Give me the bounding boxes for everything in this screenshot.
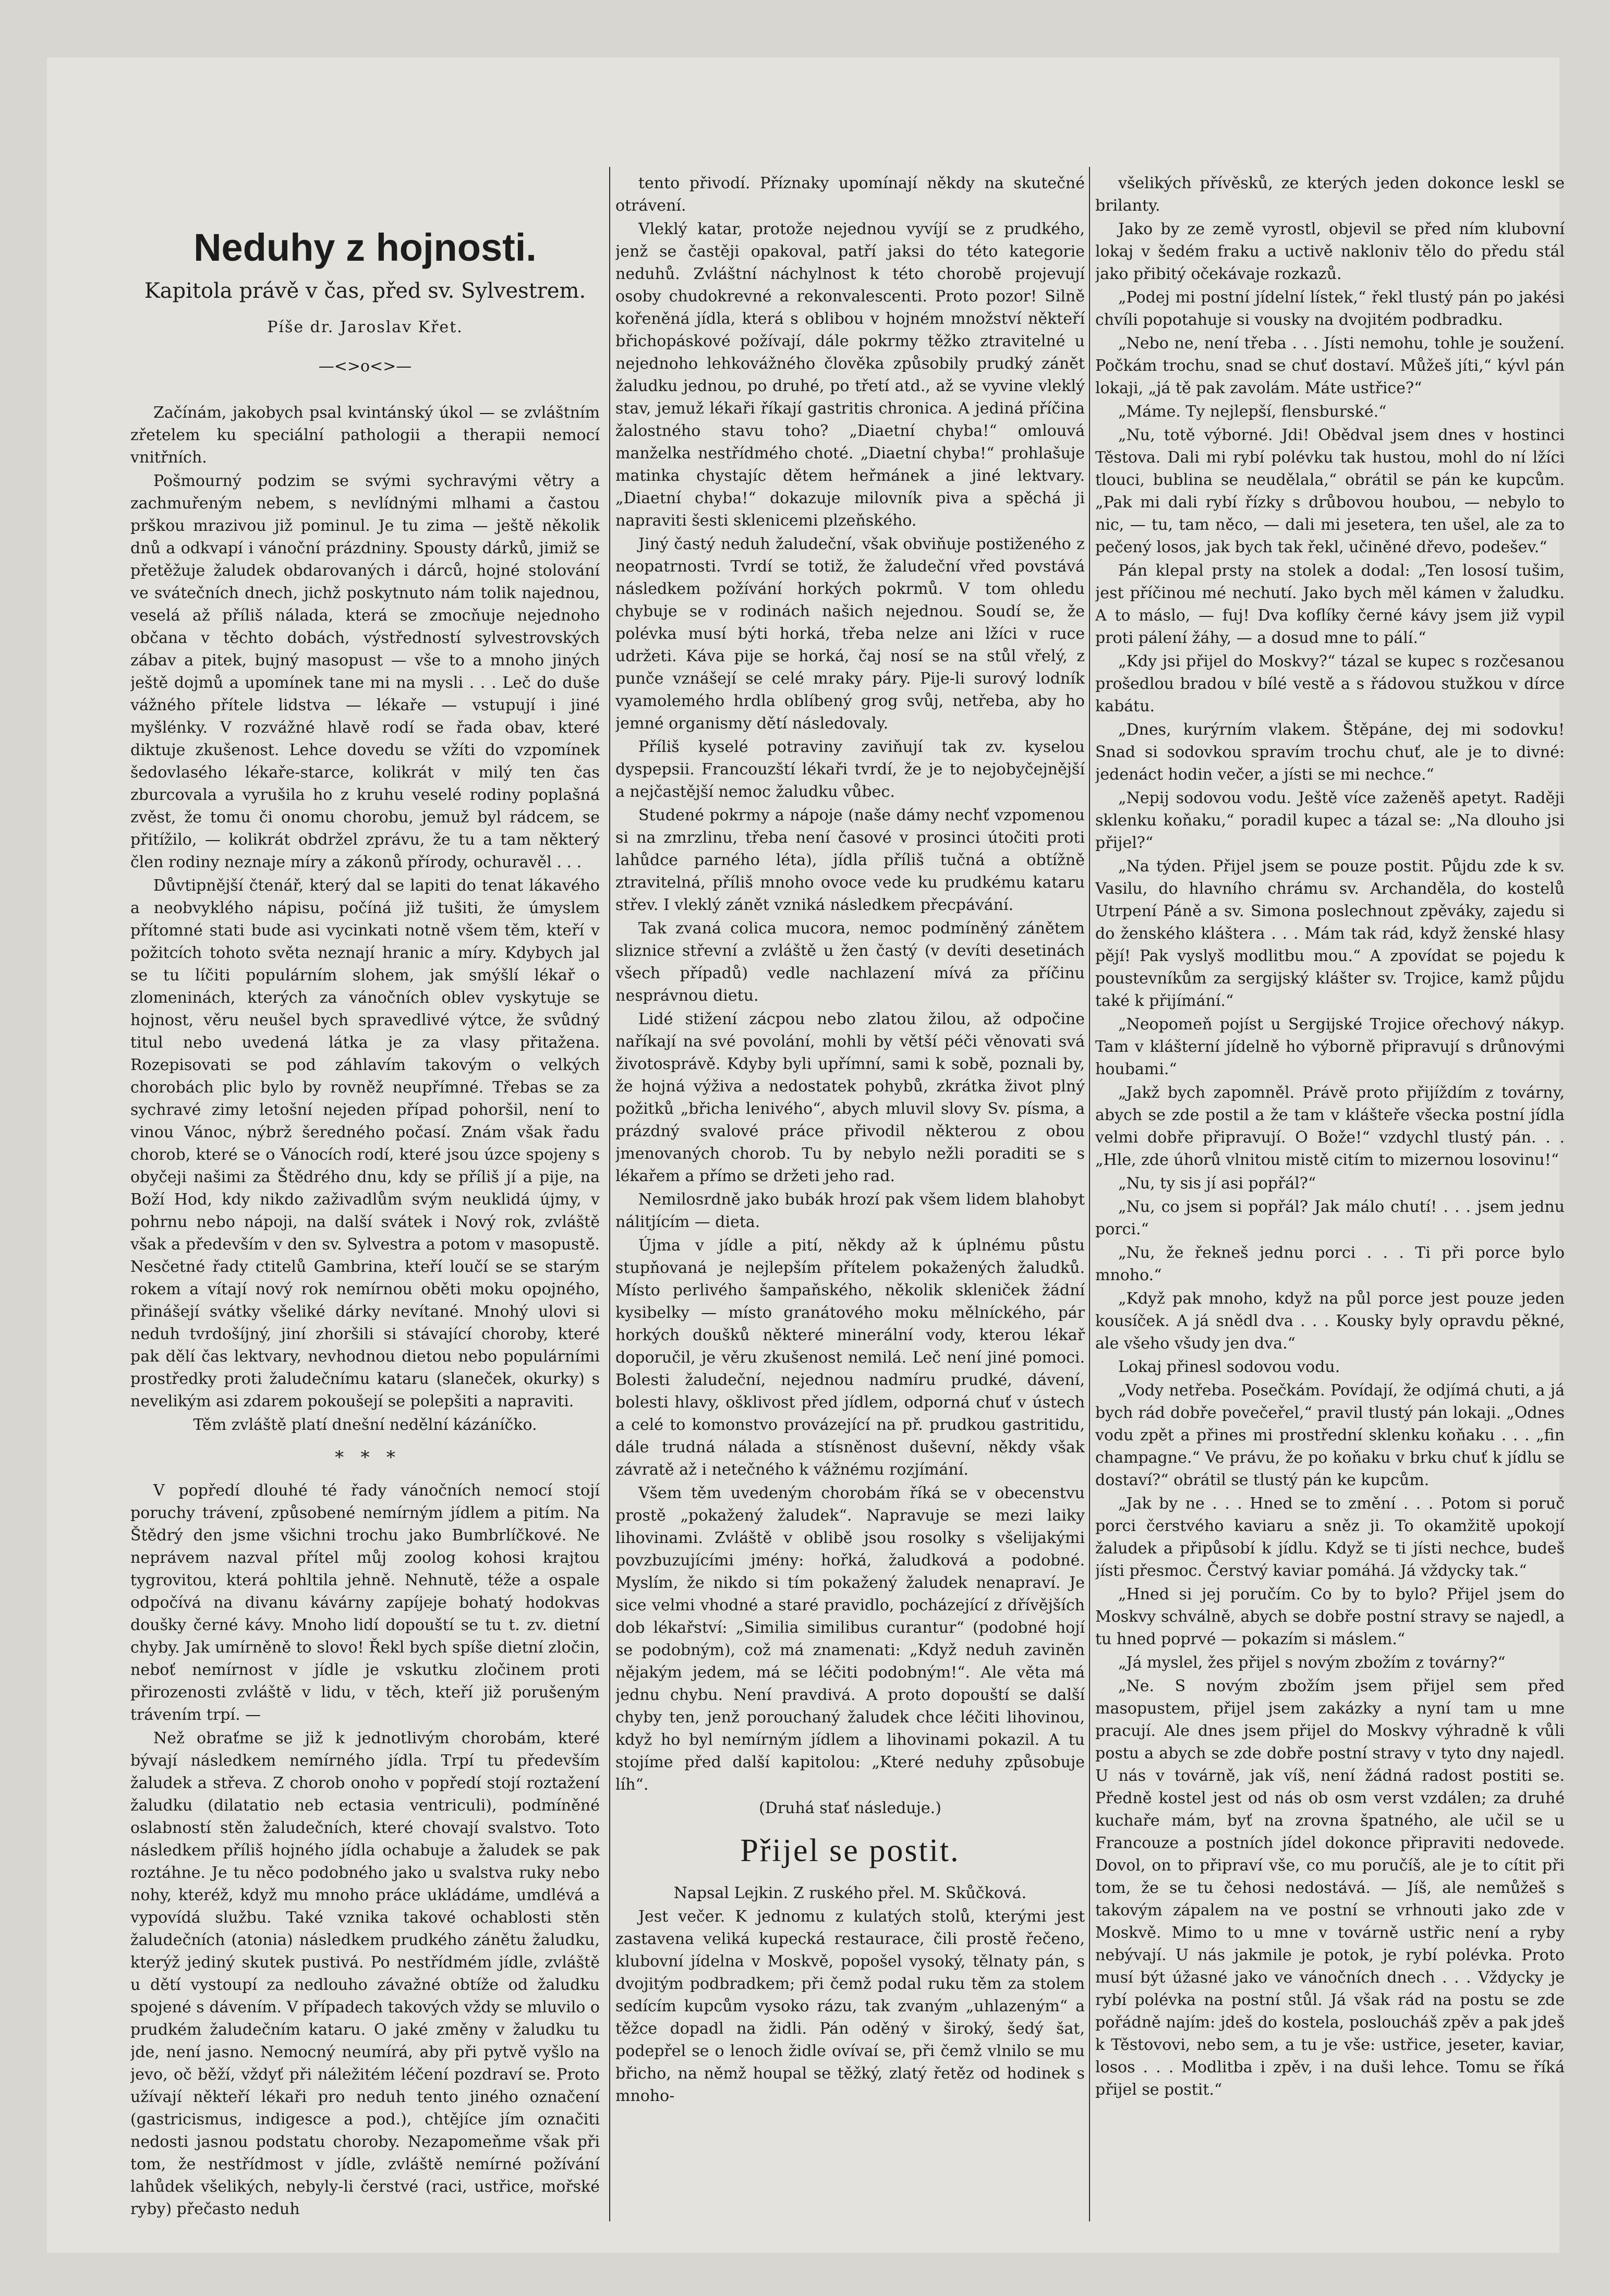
paragraph: Než obraťme se již k jednotlivým chorobám, které bývají následkem nemírného jídla. Trpí tu především žaludek a střeva. Z chorob onoho v popředí stojí roztažení žaludku (dilatatio neb ectasia ventriculi), podmíněné oslabností stěn žaludečních, které chovají svalstvo. Toto následkem příliš hojného jídla ochabuje a žaludek se pak roztáhne. Je tu něco podobného jako u svalstva ruky nebo nohy, kteréž, když mu mnoho práce ukládáme, umdlévá a vypovídá službu. Také vznika takové ochablosti stěn žaludečních (atonia) následkem prudkého zánětu žaludku, kterýž jediný skutek pustivá. Po nestřídmém jídle, zvláště u dětí vystoupí za nedlouho závažné obtíže od žaludku spojené s dávením. V případech takových vždy se mluvilo o prudkém žaludečním kataru. O jaké změny v žaludku tu jde, není jasno. Nemocný neumírá, aby při pytvě vyšlo na jevo, oč běží, vždyť při náležitém léčení pozdraví se. Proto užívají někteří lékaři pro neduh tento jiného označení (gastricismus, indigesce a pod.), chtějíce jím označiti nedosti jasnou podstatu choroby. Nezapomeňme však při tom, že nestřídmost v jídle, zvláště nemírné požívání lahůdek všelikých, nebyly-li čerstvé (raci, ustřice, mořské ryby) přečasto neduh	[130, 1729, 600, 2218]
paragraph: „Jakž bych zapomněl. Právě proto přijíždím z továrny, abych se zde postil a že tam v klášteře všecka postní jídla velmi dobře připravují. O Bože!“ vzdychl tlustý pán. . . „Hle, zde úhorů vlnitou mistě citím to mizernou losovinu!“	[1095, 1084, 1565, 1169]
column-rule	[609, 167, 610, 2221]
newspaper-page	[47, 57, 1565, 2253]
column-1	[130, 402, 600, 2221]
paragraph: „Neopomeň pojíst u Sergijské Trojice ořechový nákyp. Tam v klášterní jídelně ho výborně připravují s drůnovými houbami.“	[1095, 1015, 1565, 1078]
paragraph: „Dnes, kurýrním vlakem. Štěpáne, dej mi sodovku! Snad si sodovkou spravím trochu chuť, ale je to divné: jedenáct hodin večer, a jísti se mi nechce.“	[1095, 721, 1565, 784]
paragraph: Příliš kyselé potraviny zaviňují tak zv. kyselou dyspepsii. Francouzští lékaři tvrdí, že je to nejobyčejnější a nejčastější nemoc žaludku vůbec.	[615, 738, 1085, 801]
paragraph: Jako by ze země vyrostl, objevil se před ním klubovní lokaj v šedém fraku a uctivě nakloniv tělo do předu stál jako přibitý očekávaje rozkazů.	[1095, 220, 1565, 283]
paragraph: „Máme. Ty nejlepší, flensburské.“	[1118, 403, 1387, 421]
ornament-divider: —<>o<>—	[318, 357, 412, 375]
section-stars: * * *	[335, 1447, 395, 1468]
paragraph: Začínám, jakobych psal kvintánský úkol — se zvláštním zřetelem ku speciální pathologii a therapii nemocí vnitřních.	[130, 404, 600, 467]
paragraph: „Hned si jej poručím. Co by to bylo? Přijel jsem do Moskvy schválně, abych se dobře postní stravy se najedl, a tu hned poprvé — pokazím si máslem.“	[1095, 1585, 1565, 1648]
paragraph: Jiný častý neduh žaludeční, však obviňuje postiženého z neopatrnosti. Tvrdí se totiž, že žaludeční vřed povstává následkem požívání horkých pokrmů. V tom ohledu chybuje se v rodinách našich nejednou. Soudí se, že polévka musí býti horká, třeba nelze ani lžíci v ruce udržeti. Káva pije se horká, čaj nosí se na stůl vřelý, z punče vznášejí se celé mraky páry. Pije-li surový lodník vyamolemého hrdla oblíbený grog svůj, netřeba, aby ho jemné organismy dětí následovaly.	[615, 535, 1085, 733]
column-2	[615, 172, 1085, 2221]
paragraph: Studené pokrmy a nápoje (naše dámy nechť vzpomenou si na zmrzlinu, třeba není časové v prosinci útočiti proti lahůdce parného léta), jídla příliš tučná a obtížně ztravitelná, příliš mnoho ovoce vede ku prudkému kataru střev. I vleklý zánět vzniká následkem přecpávání.	[615, 806, 1085, 914]
paragraph: „Nu, ty sis jí asi popřál?“	[1118, 1174, 1316, 1193]
paragraph: Pošmourný podzim se svými sychravými větry a zachmuřeným nebem, s nevlídnými mlhami a častou prškou mrazivou již pominul. Je tu zima — ještě několik dnů a odkvapí i vánoční prázdniny. Spousty dárků, jimiž se přetěžuje žaludek obdarovaných i dárců, hojné stolování ve svátečních dnech, jichž poskytnuto nám tolik najednou, veselá až příliš nálada, která se zmocňuje nejednoho občana v těchto dobách, výstředností sylvestrovských zábav a pitek, bujný masopust — vše to a mnoho jiných ještě dojmů a upomínek tane mi na mysli . . . Leč do duše vážného přítele lidstva — lékaře — vstupují i jiné myšlénky. V rozvážné hlavě rodí se řada obav, které diktuje zkušenost. Lehce dovedu se vžíti do vzpomínek šedovlasého lékaře-starce, kolikrát v milý ten čas zburcovala a vyrušila ho z kruhu veselé rodiny poplašná zvěst, že tomu či onomu chorobu, jemuž byl rádcem, se přitížilo, — kolikrát obdržel zprávu, že tu a tam některý člen rodiny neznaje míry a zákonů přírody, ochuravěl . . .	[130, 472, 600, 871]
continuation-note: (Druhá stať následuje.)	[759, 1799, 941, 1817]
story-title: Přijel se postit.	[740, 1833, 960, 1868]
paragraph: Důvtipnější čtenář, který dal se lapiti do tenat lákavého a neobvyklého nápisu, počíná již tušiti, že úmyslem přítomné stati bude asi vycinkati notně všem těm, kteří v požitcích tohoto světa neznají hranic a míry. Kdybych jal se tu líčiti populárním slohem, jak smýšlí lékař o zlomeninách, kterých za vánočních oblev vyskytuje se hojnost, věru neušel bych spravedlivé výtce, že svůdný titul nebo uvedená látka je za vlasy přitažena. Rozepisovati se pod záhlavím takovým o velkých chorobách plic bylo by rovněž neupřímné. Třebas se za sychravé zimy letošní nejeden případ pohoršil, není to vinou Vánoc, nýbrž šeredného počasí. Znám však řadu chorob, které se o Vánocích rodí, které jsou úzce spojeny s obyčeji našimi za Štědrého dnu, kdy se příliš jí a pije, na Boží Hod, kdy nikdo zaživadlům svým neuklidá újmy, v pohrnu nebo nápoji, na další svátek i Nový rok, zvláště však a především v den sv. Sylvestra a potom v masopustě. Nesčetné řady ctitelů Gambrina, kteří loučí se se starým rokem a vítají nový rok nemírnou oběti moku opojného, přinášejí svátky všeliké dárky nevítané. Mnohý ulovi si neduh tvrdošíjný, jiní zhoršili si stávající choroby, které pak dělí čas lektvary, nevhodnou dietou nebo populárními prostředky proti žaludečnímu kataru (slaneček, okurky) s nevelikým asi zdarem pokoušejí se polepšiti a napraviti.	[130, 877, 600, 1411]
paragraph: „Nepij sodovou vodu. Ještě více zaženěš apetyt. Raději sklenku koňaku,“ poradil kupec a tázal se: „Na dlouho jsi přijel?“	[1095, 789, 1565, 852]
paragraph: „Nu, co jsem si popřál? Jak málo chutí! . . . jsem jednu porci.“	[1095, 1198, 1565, 1238]
paragraph: „Když pak mnoho, když na půl porce jest pouze jeden kousíček. A já snědl dva . . . Kousky byly opravdu pěkné, ale všeho všudy jen dva.“	[1095, 1290, 1565, 1353]
paragraph: V popředí dlouhé té řady vánočních nemocí stojí poruchy trávení, způsobené nemírným jídlem a pitím. Na Štědrý den jsme všichni trochu jako Bumbrlíčkové. Ne neprávem nazval přítel můj zoolog kohosi krajtou tygrovitou, která pohltila jehně. Nehnutě, téže a ospale odpočívá na divanu kávárny zapíjeje bohatý hodokvas doušky černé kávy. Mnoho lidí dopouští se tu t. zv. dietní chyby. Jak umírněně to slovo! Řekl bych spíše dietní zločin, neboť nemírnost v jídle je vskutku zločinem proti přirozenosti zvláště v lidu, v těch, kteří již porušeným trávením trpí. —	[130, 1481, 600, 1724]
paragraph: „Nebo ne, není třeba . . . Jísti nemohu, tohle je soužení. Počkám trochu, snad se chuť dostaví. Můžeš jíti,“ kývl pán lokaji, „já tě pak zavolám. Máte ustřice?“	[1095, 334, 1565, 397]
paragraph: „Kdy jsi přijel do Moskvy?“ tázal se kupec s rozčesanou prošedlou bradou v bílé vestě a s řádovou stužkou v dírce kabátu.	[1095, 652, 1565, 715]
paragraph: „Nu, totě výborné. Jdi! Obědval jsem dnes v hostinci Těstova. Dali mi rybí polévku tak hustou, mohl do ní lžíci tlouci, bublina se neudělala,“ obrátil se pán ke kupcům. „Pak mi dali rybí řízky s drůbovou houbou, — nebylo to nic, — tu, tam něco, — dali mi jesetera, ten ušel, ale za to pečený losos, jak bych tak řekl, učiněné dřevo, podešev.“	[1095, 426, 1565, 556]
paragraph: všelikých přívěsků, ze kterých jeden dokonce leskl se brilanty.	[1095, 174, 1565, 215]
column-3	[1095, 172, 1565, 2221]
paragraph: Tak zvaná colica mucora, nemoc podmíněný zánětem sliznice střevní a zvláště u žen častý (v devíti desetinách všech případů) vedle nachlazení mívá za příčinu nesprávnou dietu.	[615, 919, 1085, 1005]
paragraph: Vleklý katar, protože nejednou vyvíjí se z prudkého, jenž se častěji opakoval, patří jaksi do této kategorie neduhů. Zvláštní náchylnost k této chorobě projevují osoby chudokrevné a rekonvalescenti. Proto pozor! Silně kořeněná jídla, která s oblibou v hojném množství někteří břichopáskové požívají, dále pokrmy těžko ztravitelné u nejednoho lehkovážného člověka způsobily prudký zánět žaludku jednou, po druhé, po třetí atd., až se vyvine vleklý stav, jemuž lékaři říkají gastritis chronica. A jediná příčina žalostného stavu toho? „Diaetní chyba!“ omlouvá manželka nestřídmého choté. „Diaetní chyba!“ prohlašuje matinka chystajíc dětem heřmánek a jiné lektvary. „Diaetní chyba!“ dokazuje milovník piva a spěchá ji napraviti šesti sklenicemi plzeňského.	[615, 220, 1085, 530]
paragraph: „Podej mi postní jídelní lístek,“ řekl tlustý pán po jakési chvíli popotahuje si vousky na dvojitém podbradku.	[1095, 288, 1565, 329]
paragraph: „Já myslel, žes přijel s novým zbožím z továrny?“	[1118, 1654, 1506, 1672]
paragraph: Pán klepal prsty na stolek a dodal: „Ten lososí tušim, jest příčinou mé nechutí. Jako bych měl kámen v žaludku. A to máslo, — fuj! Dva koflíky černé kávy jsem již vypil proti pálení žáhy, — a dosud mne to pálí.“	[1095, 562, 1565, 647]
paragraph: Nemilosrdně jako bubák hrozí pak všem lidem blahobyt nálitjícím — dieta.	[615, 1190, 1085, 1231]
paragraph: „Vody netřeba. Posečkám. Povídají, že odjímá chuti, a já bych rád dobře povečeřel,“ pravil tlustý pán lokaji. „Odnes vodu zpět a přines mi prostřední sklenku koňaku . . . „fin champagne.“ Ve právu, že po koňaku v brku chuť k jídlu se dostaví?“ obrátil se tlustý pán ke kupcům.	[1095, 1381, 1565, 1489]
paragraph: Jest večer. K jednomu z kulatých stolů, kterými jest zastavena veliká kupecká restaurace, čili prostě řečeno, klubovní jídelna v Moskvě, popošel vysoký, tělnaty pán, s dvojitým podbradkem; při čemž podal ruku těm za stolem sedícím kupcům vysoko rázu, tak zvaným „uhlazeným“ a těžce dopadl na židli. Pán oděný v široký, šedý šat, podepřel se o lenoch židle ovívaí se, při čemž vlnilo se mu břicho, na němž houpal se těžký, zlatý řetěz od hodinek s mnoho-	[615, 1908, 1085, 2105]
article-subtitle: Kapitola právě v čas, před sv. Sylvestrem.	[144, 279, 586, 303]
paragraph: tento přivodí. Příznaky upomínají někdy na skutečné otrávení.	[615, 174, 1085, 215]
paragraph: „Ne. S novým zbožím jsem přijel sem před masopustem, přijel jsem zakázky a nyní tam u mne pracují. Ale dnes jsem přijel do Moskvy výhradně k vůli postu a abych se zde dobře postní stravy v tyto dny najedl. U nás v továrně, jak víš, není žádná radost postiti se. Předně kostel jest od nás ob osm verst vzdálen; za druhé kuchaře mám, byť na zrovna špatného, ale učil se u Francouze a postních jídel dokonce připraviti nedovede. Dovol, on to připraví vše, co mu poručíš, ale je to cítit při tom, že se tu čehosi nedostává. — Jíš, ale nemůžeš s takovým zápalem na ve postní se vrhnouti jako zde v Moskvě. Mimo to u mne v továrně ustřic není a ryby nebývají. U nás jakmile je potok, je rybí polévka. Proto musí být úžasné jako ve vánočních dnech . . . Vždycky je rybí polévka na postní stůl. Já však rád na postu se zde pořádně najím: jdeš do kostela, posloucháš zpěv a pak jdeš k Těstovovi, nebo sem, a tu je vše: ustřice, jeseter, kaviar, losos . . . Modlitba i zpěv, i na duši lehce. Tomu se říká přijel se postit.“	[1095, 1677, 1565, 2099]
paragraph: „Nu, že řekneš jednu porci . . . Ti při porce bylo mnoho.“	[1095, 1244, 1565, 1284]
paragraph: Všem těm uvedeným chorobám říká se v obecenstvu prostě „pokažený žaludek“. Napravuje se mezi laiky lihovinami. Zvláště v oblibě jsou rosolky s všelijakými povzbuzujícími jmény: hořká, žaludková a podobné. Myslím, že nikdo si tím pokažený žaludek nenapraví. Je sice velmi vhodné a staré pravidlo, pocházející z dřívějších dob lékařství: „Similia similibus curantur“ (podobné hojí se podobným), což má znamenati: „Když neduh zaviněn nějakým jedem, má se léčiti podobným!“. Ale věta má jednu chybu. Není pravdivá. A proto dopouští se další chyby ten, jenž porouchaný žaludek chce léčiti lihovinou, když ho byl nemírným jídlem a lihovinami pokazil. A tu stojíme před další kapitolou: „Které neduhy způsobuje líh“.	[615, 1484, 1085, 1794]
paragraph: Lidé stižení zácpou nebo zlatou žilou, až odpočine naříkají na své povolání, mohli by větší péči věnovati svá životosprávě. Kdyby byli upřímní, sami k sobě, poznali by, že hojná výživa a nedostatek pohybů, zkrátka život plný požitků „břicha lenivého“, abych mluvil slovy Sv. písma, a prázdný svalové práce přivodil některou z obou jmenovaných chorob. Tu by nebylo nežli poraditi se s lékařem a přímo se držeti jeho rad.	[615, 1010, 1085, 1185]
column-rule	[1089, 167, 1090, 2221]
story-credit: Napsal Lejkin. Z ruského přel. M. Skůčková.	[673, 1884, 1027, 1902]
article-headline: Neduhy z hojnosti.	[193, 226, 537, 269]
paragraph: Újma v jídle a pití, někdy až k úplnému půstu stupňovaná je nejlepším přítelem pokažených žaludků. Místo perlivého šampaňského, několik skleniček žádní kysibelky — místo granátového moku mělníckého, pár horkých doušků některé minerální vody, kterou lékař doporučil, je věru zkušenost nemilá. Leč není jiné pomoci. Bolesti žaludeční, nejednou nadmíru prudké, dávení, bolesti hlavy, ošklivost před jídlem, odporná chuť v ústech a celé to komonstvo provázející na př. prudkou gastritidu, dále trudná nálada a stísněnost duševní, někdy však závratě až i netečného k vážnému rozjímání.	[615, 1236, 1085, 1479]
paragraph: „Na týden. Přijel jsem se pouze postit. Půjdu zde k sv. Vasilu, do hlavního chrámu sv. Archanděla, do kostelů Utrpení Páně a sv. Simona poslechnout zpěváky, zajedu si do ženského kláštera . . . Mám tak rád, když ženské hlasy pějí! Pak vyslyš modlitbu mou.“ A zpovídat se pojedu k poustevníkům za sergijský klášter sv. Trojice, kamž půjdu také k přijímání.“	[1095, 857, 1565, 1010]
paragraph: Lokaj přinesl sodovou vodu.	[1118, 1358, 1340, 1376]
article-byline: Píše dr. Jaroslav Křet.	[267, 318, 463, 336]
paragraph: Těm zvláště platí dnešní nedělní kázáníčko.	[193, 1416, 537, 1434]
paragraph: „Jak by ne . . . Hned se to změní . . . Potom si poruč porci čerstvého kaviaru a sněz ji. To okamžitě upokojí žaludek a připůsobí k jídlu. Když se ti jísti nechce, budeš jísti přesmoc. Čerstvý kaviar pomáhá. Já vždycky tak.“	[1095, 1495, 1565, 1580]
